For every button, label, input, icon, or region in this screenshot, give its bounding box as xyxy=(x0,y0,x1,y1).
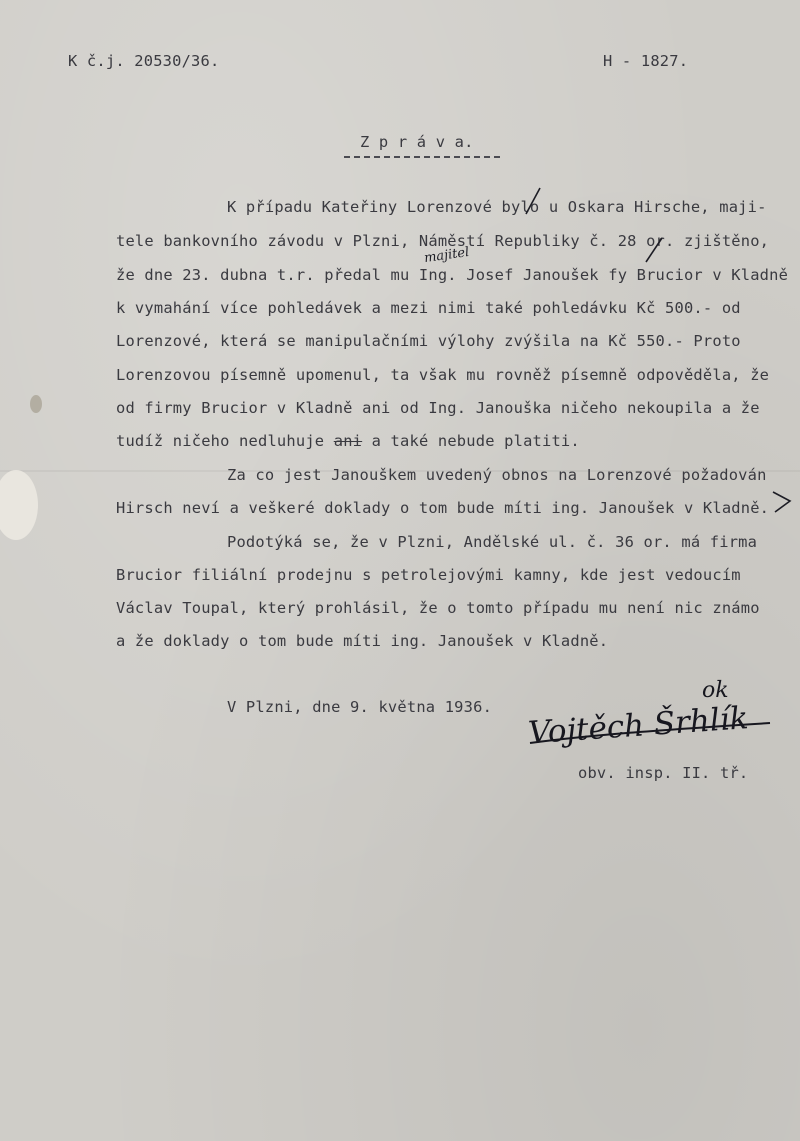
signatory-title: obv. insp. II. tř. xyxy=(578,764,749,782)
body-line: Brucior filiální prodejnu s petrolejovými kamny, kde jest vedoucím xyxy=(116,566,741,584)
struck-word: ani xyxy=(333,432,363,450)
body-line: Za co jest Janouškem uvedený obnos na Lorenzové požadován xyxy=(227,466,767,484)
body-line: Václav Toupal, který prohlásil, že o tomto případu mu není nic známo xyxy=(116,599,760,617)
body-line: a že doklady o tom bude míti ing. Janoušek v Kladně. xyxy=(116,632,609,650)
body-text: a také nebude platiti. xyxy=(371,432,580,450)
body-line: od firmy Brucior v Kladně ani od Ing. Janouška ničeho nekoupila a že xyxy=(116,399,760,417)
body-line: Lorenzovou písemně upomenul, ta však mu rovněž písemně odpověděla, že xyxy=(116,366,770,384)
body-line: že dne 23. dubna t.r. předal mu Ing. Josef Janoušek fy Brucior v Kladně xyxy=(116,266,789,284)
place-date: V Plzni, dne 9. května 1936. xyxy=(227,698,493,716)
body-line: Hirsch neví a veškeré doklady o tom bude míti ing. Janoušek v Kladně. xyxy=(116,499,770,517)
handwritten-insert: majitel xyxy=(423,244,471,267)
reference-number-right: H - 1827. xyxy=(603,52,689,70)
signature-text: Vojtěch Šrhlík xyxy=(527,700,750,752)
signature-initials: ok xyxy=(702,678,729,703)
reference-number-left: K č.j. 20530/36. xyxy=(68,52,220,70)
body-line: k vymahání více pohledávek a mezi nimi také pohledávku Kč 500.- od xyxy=(116,299,741,317)
body-line: Podotýká se, že v Plzni, Andělské ul. č. 36 or. má firma xyxy=(227,533,758,551)
body-line: Lorenzové, která se manipulačními výlohy zvýšila na Kč 550.- Proto xyxy=(116,332,741,350)
body-text: tudíž ničeho nedluhuje xyxy=(116,432,325,450)
document-title: Z p r á v a. xyxy=(360,133,474,151)
body-line: tele bankovního závodu v Plzni, Náměstí Republiky č. 28 or. zjištěno, xyxy=(116,232,770,250)
body-line: K případu Kateřiny Lorenzové bylo u Oskara Hirsche, maji- xyxy=(227,198,767,216)
